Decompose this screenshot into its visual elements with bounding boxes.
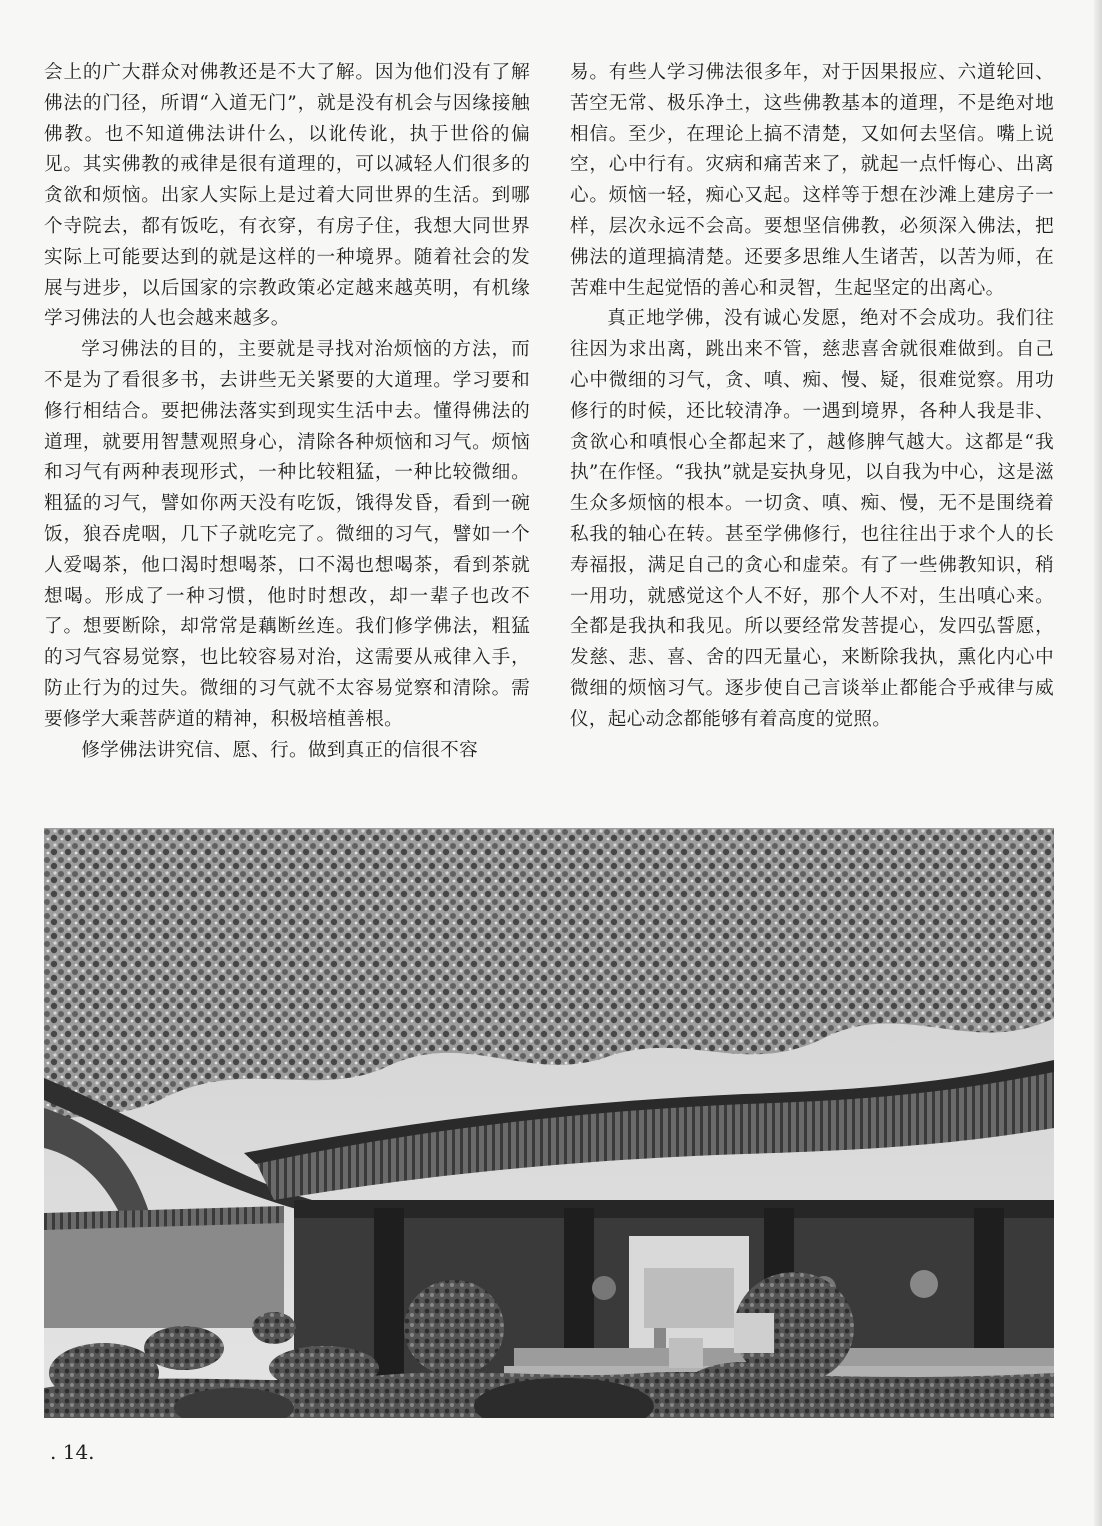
page-number: . 14. bbox=[50, 1440, 95, 1464]
paragraph: 修学佛法讲究信、愿、行。做到真正的信很不容 bbox=[81, 739, 478, 761]
temple-gate-photo bbox=[44, 828, 1054, 1418]
temple-gate-illustration bbox=[44, 828, 1054, 1418]
left-text-column bbox=[44, 58, 530, 766]
right-text-column bbox=[570, 58, 1054, 736]
paragraph: 会上的广大群众对佛教还是不大了解。因为他们没有了解佛法的门径，所谓“入道无门”，就是没有机会与因缘接触佛教。也不知道佛法讲什么，以讹传讹，执于世俗的偏见。其实佛教的戒律是很有道理的，可以减轻人们很多的贪欲和烦恼。出家人实际上是过着大同世界的生活。到哪个寺院去，都有饭吃，有衣穿，有房子住，我想大同世界实际上可能要达到的就是这样的一种境界。随着社会的发展与进步，以后国家的宗教政策必定越来越英明，有机缘学习佛法的人也会越来越多。 bbox=[44, 62, 530, 330]
page-edge bbox=[1094, 0, 1102, 1526]
paragraph: 真正地学佛，没有诚心发愿，绝对不会成功。我们往往因为求出离，跳出来不管，慈悲喜舍就很难做到。自己心中微细的习气，贪、嗔、痴、慢、疑，很难觉察。用功修行的时候，还比较清净。一遇到境界，各种人我是非、贪欲心和嗔恨心全都起来了，越修脾气越大。这都是“我执”在作怪。“我执”就是妄执身见，以自我为中心，这是滋生众多烦恼的根本。一切贪、嗔、痴、慢，无不是围绕着私我的轴心在转。甚至学佛修行，也往往出于求个人的长寿福报，满足自己的贪心和虚荣。有了一些佛教知识，稍一用功，就感觉这个人不好，那个人不对，生出嗔心来。全都是我执和我见。所以要经常发菩提心，发四弘誓愿，发慈、悲、喜、舍的四无量心，来断除我执，熏化内心中微细的烦恼习气。逐步使自己言谈举止都能合乎戒律与威仪，起心动念都能够有着高度的觉照。 bbox=[570, 308, 1054, 730]
paragraph: 易。有些人学习佛法很多年，对于因果报应、六道轮回、苦空无常、极乐净土，这些佛教基本的道理，不是绝对地相信。至少，在理论上搞不清楚，又如何去坚信。嘴上说空，心中行有。灾病和痛苦来了，就起一点忏悔心、出离心。烦恼一轻，痴心又起。这样等于想在沙滩上建房子一样，层次永远不会高。要想坚信佛教，必须深入佛法，把佛法的道理搞清楚。还要多思维人生诸苦，以苦为师，在苦难中生起觉悟的善心和灵智，生起坚定的出离心。 bbox=[570, 62, 1054, 299]
paragraph: 学习佛法的目的，主要就是寻找对治烦恼的方法，而不是为了看很多书，去讲些无关紧要的大道理。学习要和修行相结合。要把佛法落实到现实生活中去。懂得佛法的道理，就要用智慧观照身心，清除各种烦恼和习气。烦恼和习气有两种表现形式，一种比较粗猛，一种比较微细。粗猛的习气，譬如你两天没有吃饭，饿得发昏，看到一碗饭，狼吞虎咽，几下子就吃完了。微细的习气，譬如一个人爱喝茶，他口渴时想喝茶，口不渴也想喝茶，看到茶就想喝。形成了一种习惯，他时时想改，却一辈子也改不了。想要断除，却常常是藕断丝连。我们修学佛法，粗猛的习气容易觉察，也比较容易对治，这需要从戒律入手，防止行为的过失。微细的习气就不太容易觉察和清除。需要修学大乘菩萨道的精神，积极培植善根。 bbox=[44, 339, 530, 730]
